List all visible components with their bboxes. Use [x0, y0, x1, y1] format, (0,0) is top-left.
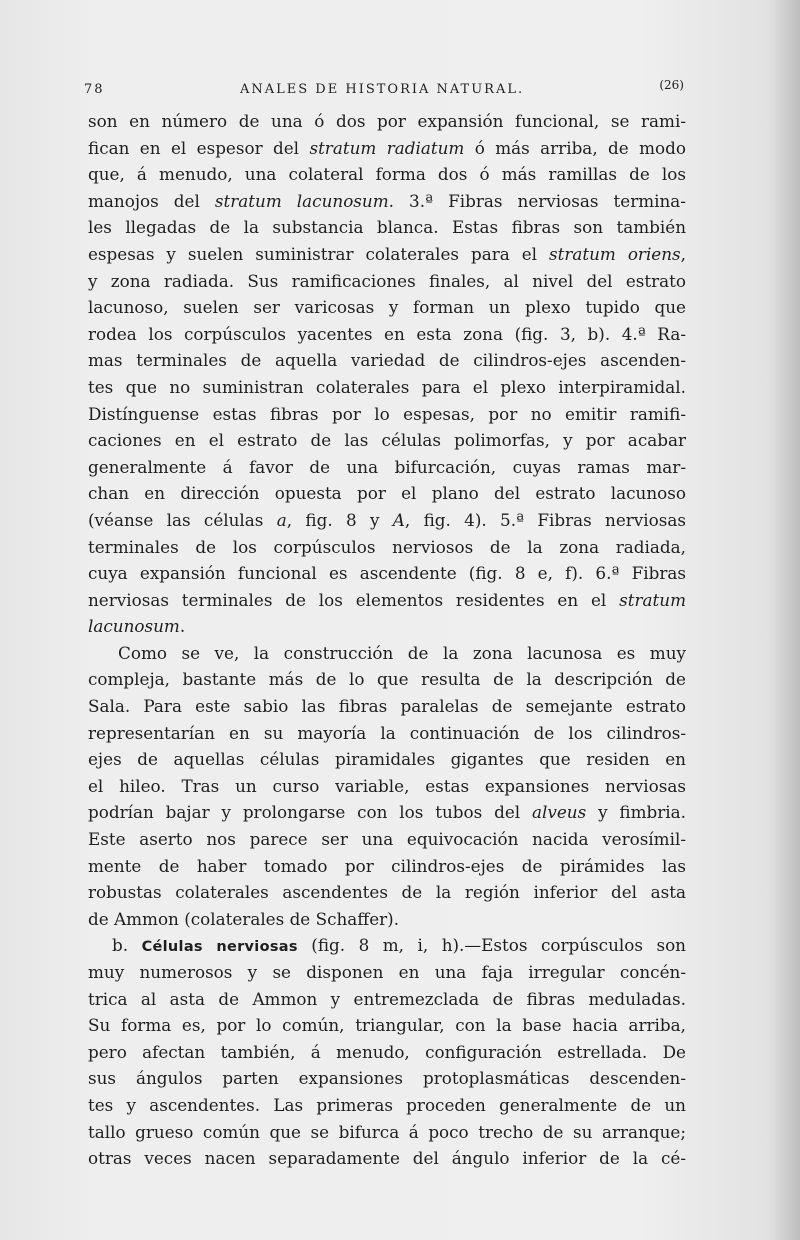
text-line: Distínguense estas fibras por lo espesas, por no emitir ramifi- [88, 403, 686, 424]
text-line: generalmente á favor de una bifurcación, cuyas ramas mar- [88, 456, 686, 477]
text-line: caciones en el estrato de las células polimorfas, y por acabar [88, 430, 686, 451]
text-line: el hileo. Tras un curso variable, estas expansiones nerviosas [88, 775, 686, 796]
text-line: Este aserto nos parece ser una equivocación nacida verosímil- [88, 829, 686, 850]
text-line: representarían en su mayoría la continuación de los cilindros- [88, 722, 686, 743]
text-line: (véanse las células a, fig. 8 y A, fig. 4). 5.ª Fibras nerviosas [88, 509, 686, 530]
text-line: ejes de aquellas células piramidales gigantes que residen en [88, 749, 686, 770]
text-line: de Ammon (colaterales de Schaffer). [88, 908, 400, 929]
text-line: robustas colaterales ascendentes de la región inferior del asta [88, 882, 686, 903]
latin-term: stratum lacunosum [214, 190, 389, 211]
text-line: mas terminales de aquella variedad de cilindros-ejes ascenden- [88, 350, 686, 371]
text-line: y zona radiada. Sus ramificaciones finales, al nivel del estrato [88, 270, 686, 291]
text-line: lacunoso, suelen ser varicosas y forman un plexo tupido que [88, 297, 686, 318]
figure-letter: a [276, 509, 287, 530]
text-line: terminales de los corpúsculos nerviosos de la zona radiada, [88, 536, 686, 557]
text-line: sus ángulos parten expansiones protoplasmáticas descenden- [88, 1068, 686, 1089]
text-line: compleja, bastante más de lo que resulta de la descripción de [88, 669, 686, 690]
body-text [88, 108, 686, 1172]
text-line: chan en dirección opuesta por el plano del estrato lacunoso [88, 483, 686, 504]
issue-number: (26) [659, 78, 684, 92]
text-line: otras veces nacen separadamente del ángulo inferior de la cé- [88, 1148, 686, 1169]
text-line: trica al asta de Ammon y entremezclada de fibras meduladas. [88, 988, 686, 1009]
text-line: les llegadas de la substancia blanca. Estas fibras son también [88, 217, 686, 238]
text-line: Sala. Para este sabio las fibras paralelas de semejante estrato [88, 696, 686, 717]
text-line: son en número de una ó dos por expansión funcional, se rami- [88, 111, 686, 131]
text-line: podrían bajar y prolongarse con los tubos del alveus y fimbria. [88, 802, 686, 823]
latin-term: alveus [532, 802, 587, 823]
text-line: tes y ascendentes. Las primeras proceden generalmente de un [88, 1094, 686, 1115]
latin-term: lacunosum [88, 616, 180, 637]
text-line: rodea los corpúsculos yacentes en esta zona (fig. 3, b). 4.ª Ra- [88, 323, 686, 344]
text-line: tes que no suministran colaterales para el plexo interpiramidal. [88, 376, 686, 397]
paragraph-start: Como se ve, la construcción de la zona lacunosa es muy [118, 642, 686, 663]
section-heading: Células nerviosas [141, 939, 298, 956]
running-title: ANALES DE HISTORIA NATURAL. [240, 82, 525, 97]
latin-term: stratum radiatum [309, 137, 465, 158]
text-line: lacunosum. [88, 616, 186, 637]
latin-term: stratum [619, 589, 686, 610]
text-line: Su forma es, por lo común, triangular, con la base hacia arriba, [88, 1015, 686, 1036]
text-line: muy numerosos y se disponen en una faja irregular concén- [88, 962, 686, 982]
text-line: cuya expansión funcional es ascendente (fig. 8 e, f). 6.ª Fibras [88, 563, 686, 584]
text-line: pero afectan también, á menudo, configuración estrellada. De [88, 1041, 686, 1062]
text-line: nerviosas terminales de los elementos residentes en el stratum [88, 589, 686, 610]
text-line: fican en el espesor del stratum radiatum ó más arriba, de modo [88, 137, 686, 158]
figure-letter: A [392, 509, 405, 530]
text-line: manojos del stratum lacunosum. 3.ª Fibras nerviosas termina- [88, 190, 686, 211]
text-line: que, á menudo, una colateral forma dos ó más ramillas de los [88, 164, 686, 185]
text-line: tallo grueso común que se bifurca á poco trecho de su arranque; [88, 1121, 686, 1142]
section-b-start: b. Células nerviosas (fig. 8 m, i, h).—Estos corpúsculos son [112, 935, 686, 956]
latin-term: stratum oriens [549, 243, 681, 264]
running-header [84, 78, 684, 108]
text-line: espesas y suelen suministrar colaterales para el stratum oriens, [88, 243, 687, 264]
text-line: mente de haber tomado por cilindros-ejes de pirámides las [88, 855, 686, 876]
page-number: 78 [84, 82, 105, 97]
